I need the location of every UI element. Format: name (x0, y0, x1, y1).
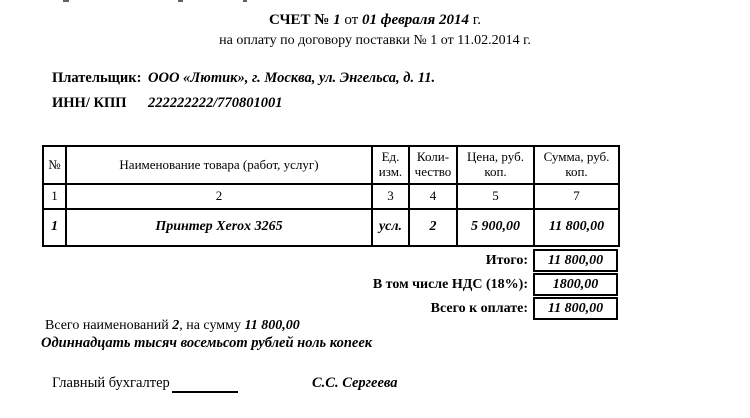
items-summary-mid: , на сумму (179, 318, 241, 333)
total-value: 11 800,00 (533, 249, 618, 272)
col-header-unit: Ед. изм. (372, 146, 409, 184)
invoice-date: 01 февраля 2014 (361, 12, 469, 28)
inn-kpp-label: ИНН/ КПП (52, 95, 127, 111)
title-year-suffix: г. (472, 12, 481, 28)
numbering-cell: 4 (409, 184, 457, 209)
vat-label: В том числе НДС (18%): (372, 277, 528, 292)
invoice-number: 1 (333, 12, 341, 28)
col-header-sum: Сумма, руб. коп. (534, 146, 619, 184)
inn-kpp-row (52, 95, 283, 112)
item-qty: 2 (409, 209, 457, 246)
invoice-title (0, 12, 750, 29)
col-header-price: Цена, руб. коп. (457, 146, 534, 184)
clipped-text-remnant (178, 0, 183, 2)
column-numbering-row (43, 184, 619, 209)
items-table (42, 145, 620, 247)
payer-value: ООО «Лютик», г. Москва, ул. Энгельса, д. 11. (148, 70, 436, 86)
item-sum: 11 800,00 (534, 209, 619, 246)
numbering-cell: 1 (43, 184, 66, 209)
items-summary-prefix: Всего наименований (45, 318, 169, 333)
item-num: 1 (43, 209, 66, 246)
table-header-row (43, 146, 619, 184)
vat-value: 1800,00 (533, 273, 618, 296)
item-name: Принтер Xerox 3265 (66, 209, 372, 246)
col-header-qty: Коли-чество (409, 146, 457, 184)
signature-line (172, 391, 238, 393)
amount-due-label: Всего к оплате: (430, 301, 528, 316)
accountant-role-label: Главный бухгалтер (52, 375, 170, 391)
col-header-name: Наименование товара (работ, услуг) (66, 146, 372, 184)
table-row (43, 209, 619, 246)
amount-in-words: Одиннадцать тысяч восемьсот рублей ноль копеек (41, 335, 373, 351)
item-unit: усл. (372, 209, 409, 246)
accountant-name: С.С. Сергеева (312, 375, 398, 391)
invoice-subtitle: на оплату по договору поставки № 1 от 11.02.2014 г. (219, 33, 531, 48)
clipped-text-remnant (63, 0, 69, 2)
item-price: 5 900,00 (457, 209, 534, 246)
amount-due-value: 11 800,00 (533, 297, 618, 320)
title-ot: от (344, 12, 359, 28)
items-summary-line (45, 318, 300, 334)
clipped-text-remnant (243, 0, 247, 2)
total-label: Итого: (485, 253, 528, 268)
numbering-cell: 3 (372, 184, 409, 209)
payer-label: Плательщик: (52, 70, 142, 86)
payer-row (52, 70, 435, 87)
numbering-cell: 2 (66, 184, 372, 209)
numbering-cell: 5 (457, 184, 534, 209)
col-header-num: № (43, 146, 66, 184)
items-total-sum: 11 800,00 (244, 318, 300, 333)
numbering-cell: 7 (534, 184, 619, 209)
items-count: 2 (172, 318, 180, 333)
inn-kpp-value: 222222222/770801001 (148, 95, 283, 111)
title-word: СЧЕТ № (269, 12, 330, 28)
